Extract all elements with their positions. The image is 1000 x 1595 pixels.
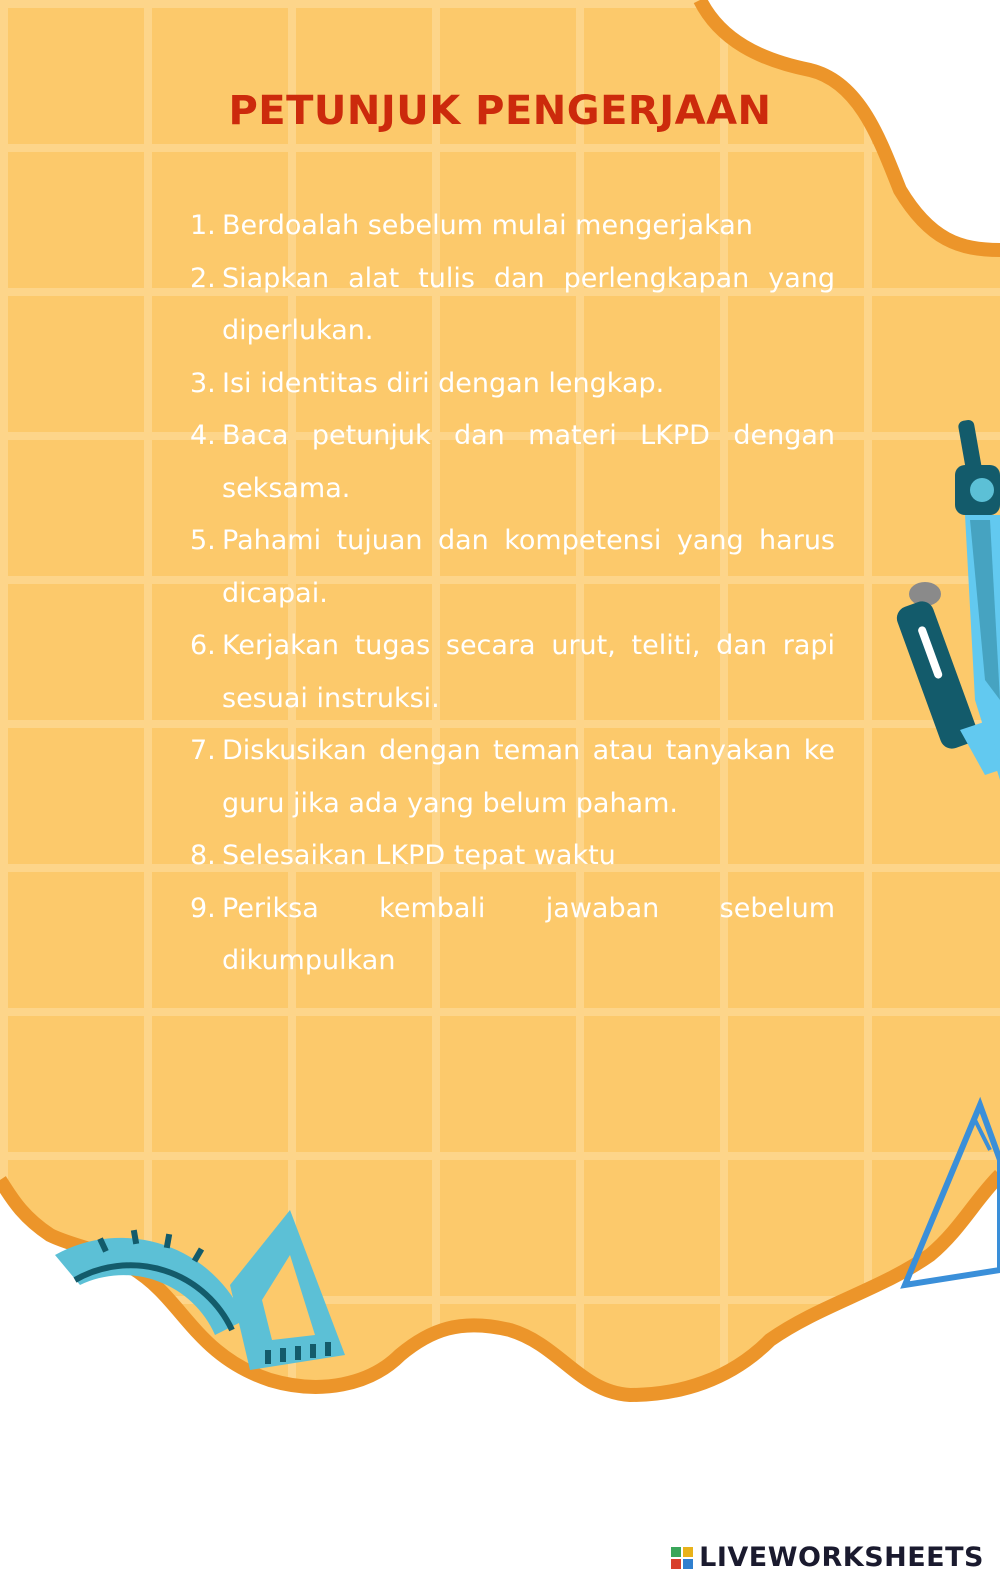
item-text: Siapkan alat tulis dan perlengkapan yang diperlukan. <box>222 262 835 346</box>
list-item <box>190 883 835 988</box>
item-number: 8. <box>190 840 216 871</box>
list-item <box>190 515 835 620</box>
item-number: 1. <box>190 210 216 241</box>
list-item <box>190 253 835 358</box>
item-number: 7. <box>190 735 216 766</box>
item-text: Kerjakan tugas secara urut, teliti, dan rapi sesuai instruksi. <box>222 630 835 714</box>
list-item <box>190 725 835 830</box>
item-text: Diskusikan dengan teman atau tanyakan ke guru jika ada yang belum paham. <box>222 735 835 819</box>
list-item <box>190 410 835 515</box>
item-number: 3. <box>190 367 216 399</box>
list-item <box>190 200 835 253</box>
instruction-list <box>190 200 835 988</box>
liveworksheets-logo-icon <box>671 1547 693 1569</box>
item-number: 5. <box>190 525 216 556</box>
list-item <box>190 830 835 883</box>
watermark-text: LIVEWORKSHEETS <box>699 1542 984 1573</box>
item-text: Berdoalah sebelum mulai mengerjakan <box>222 210 753 241</box>
item-text: Isi identitas diri dengan lengkap. <box>222 367 665 399</box>
item-number: 6. <box>190 630 216 661</box>
item-number: 4. <box>190 420 216 451</box>
list-item <box>190 620 835 725</box>
item-text: Periksa kembali jawaban sebelum dikumpulkan <box>222 892 835 976</box>
item-number: 9. <box>190 892 216 924</box>
page-title: PETUNJUK PENGERJAAN <box>228 88 772 134</box>
item-number: 2. <box>190 262 216 294</box>
item-text: Baca petunjuk dan materi LKPD dengan seksama. <box>222 420 835 504</box>
liveworksheets-logo[interactable] <box>671 1542 984 1573</box>
list-item <box>190 358 835 411</box>
item-text: Pahami tujuan dan kompetensi yang harus dicapai. <box>222 525 835 609</box>
item-text: Selesaikan LKPD tepat waktu <box>222 840 616 871</box>
